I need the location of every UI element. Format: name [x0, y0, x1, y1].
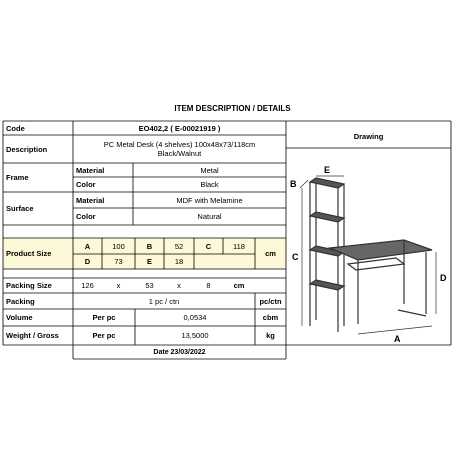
size-b-value: 52 — [164, 238, 194, 254]
code-label: Code — [6, 123, 25, 133]
size-c-value: 118 — [223, 238, 255, 254]
weight-label: Weight / Gross — [6, 331, 59, 340]
desk-drawing — [286, 148, 451, 344]
drawing-label-b: B — [290, 179, 297, 189]
packing-length: 126 — [81, 281, 94, 290]
frame-label: Frame — [6, 173, 29, 182]
size-a-label: A — [73, 238, 102, 254]
size-d-label: D — [73, 254, 102, 269]
size-a-value: 100 — [102, 238, 135, 254]
frame-material-label: Material — [76, 165, 105, 175]
surface-color-label: Color — [76, 212, 96, 221]
volume-value: 0,0534 — [183, 313, 207, 322]
volume-per: Per pc — [92, 313, 116, 322]
product-size-label: Product Size — [3, 238, 73, 269]
drawing-title: Drawing — [353, 132, 384, 141]
description-label: Description — [6, 144, 48, 154]
packing-x-2: x — [177, 281, 181, 290]
packing-width: 53 — [145, 281, 154, 290]
weight-per: Per pc — [92, 331, 116, 340]
frame-color-label: Color — [76, 180, 96, 189]
packing-size-label: Packing Size — [6, 281, 52, 290]
size-c-label: C — [194, 238, 223, 254]
page-title: ITEM DESCRIPTION / DETAILS — [174, 104, 291, 113]
frame-material-value: Metal — [200, 165, 219, 175]
product-size-unit: cm — [255, 238, 286, 269]
surface-material-label: Material — [76, 195, 105, 205]
surface-color-value: Natural — [197, 212, 222, 221]
packing-unit: pc/ctn — [259, 296, 282, 306]
surface-label: Surface — [6, 204, 34, 213]
volume-label: Volume — [6, 313, 33, 322]
surface-material-value: MDF with Melamine — [176, 195, 243, 205]
size-e-value: 18 — [164, 254, 194, 269]
packing-label: Packing — [6, 296, 35, 306]
drawing-label-e: E — [324, 165, 331, 175]
code-value: EO402,2 ( E-00021919 ) — [138, 123, 221, 133]
desk-icon — [310, 178, 432, 332]
packing-x-1: x — [116, 281, 121, 290]
drawing-label-a: A — [394, 334, 401, 344]
packing-size-unit: cm — [233, 281, 245, 290]
description-line-2: Black/Walnut — [157, 149, 202, 158]
packing-value: 1 pc / ctn — [148, 296, 180, 306]
description-line-1: PC Metal Desk (4 shelves) 100x48x73/118cm — [103, 140, 256, 149]
drawing-label-d: D — [440, 273, 447, 283]
weight-unit: kg — [266, 331, 275, 340]
size-d-value: 73 — [102, 254, 135, 269]
size-b-label: B — [135, 238, 164, 254]
frame-color-value: Black — [200, 180, 219, 189]
date: Date 23/03/2022 — [153, 348, 206, 356]
size-e-label: E — [135, 254, 164, 269]
volume-unit: cbm — [262, 313, 279, 322]
drawing-label-c: C — [292, 252, 299, 262]
packing-height: 8 — [206, 281, 211, 290]
weight-value: 13,5000 — [181, 331, 209, 340]
